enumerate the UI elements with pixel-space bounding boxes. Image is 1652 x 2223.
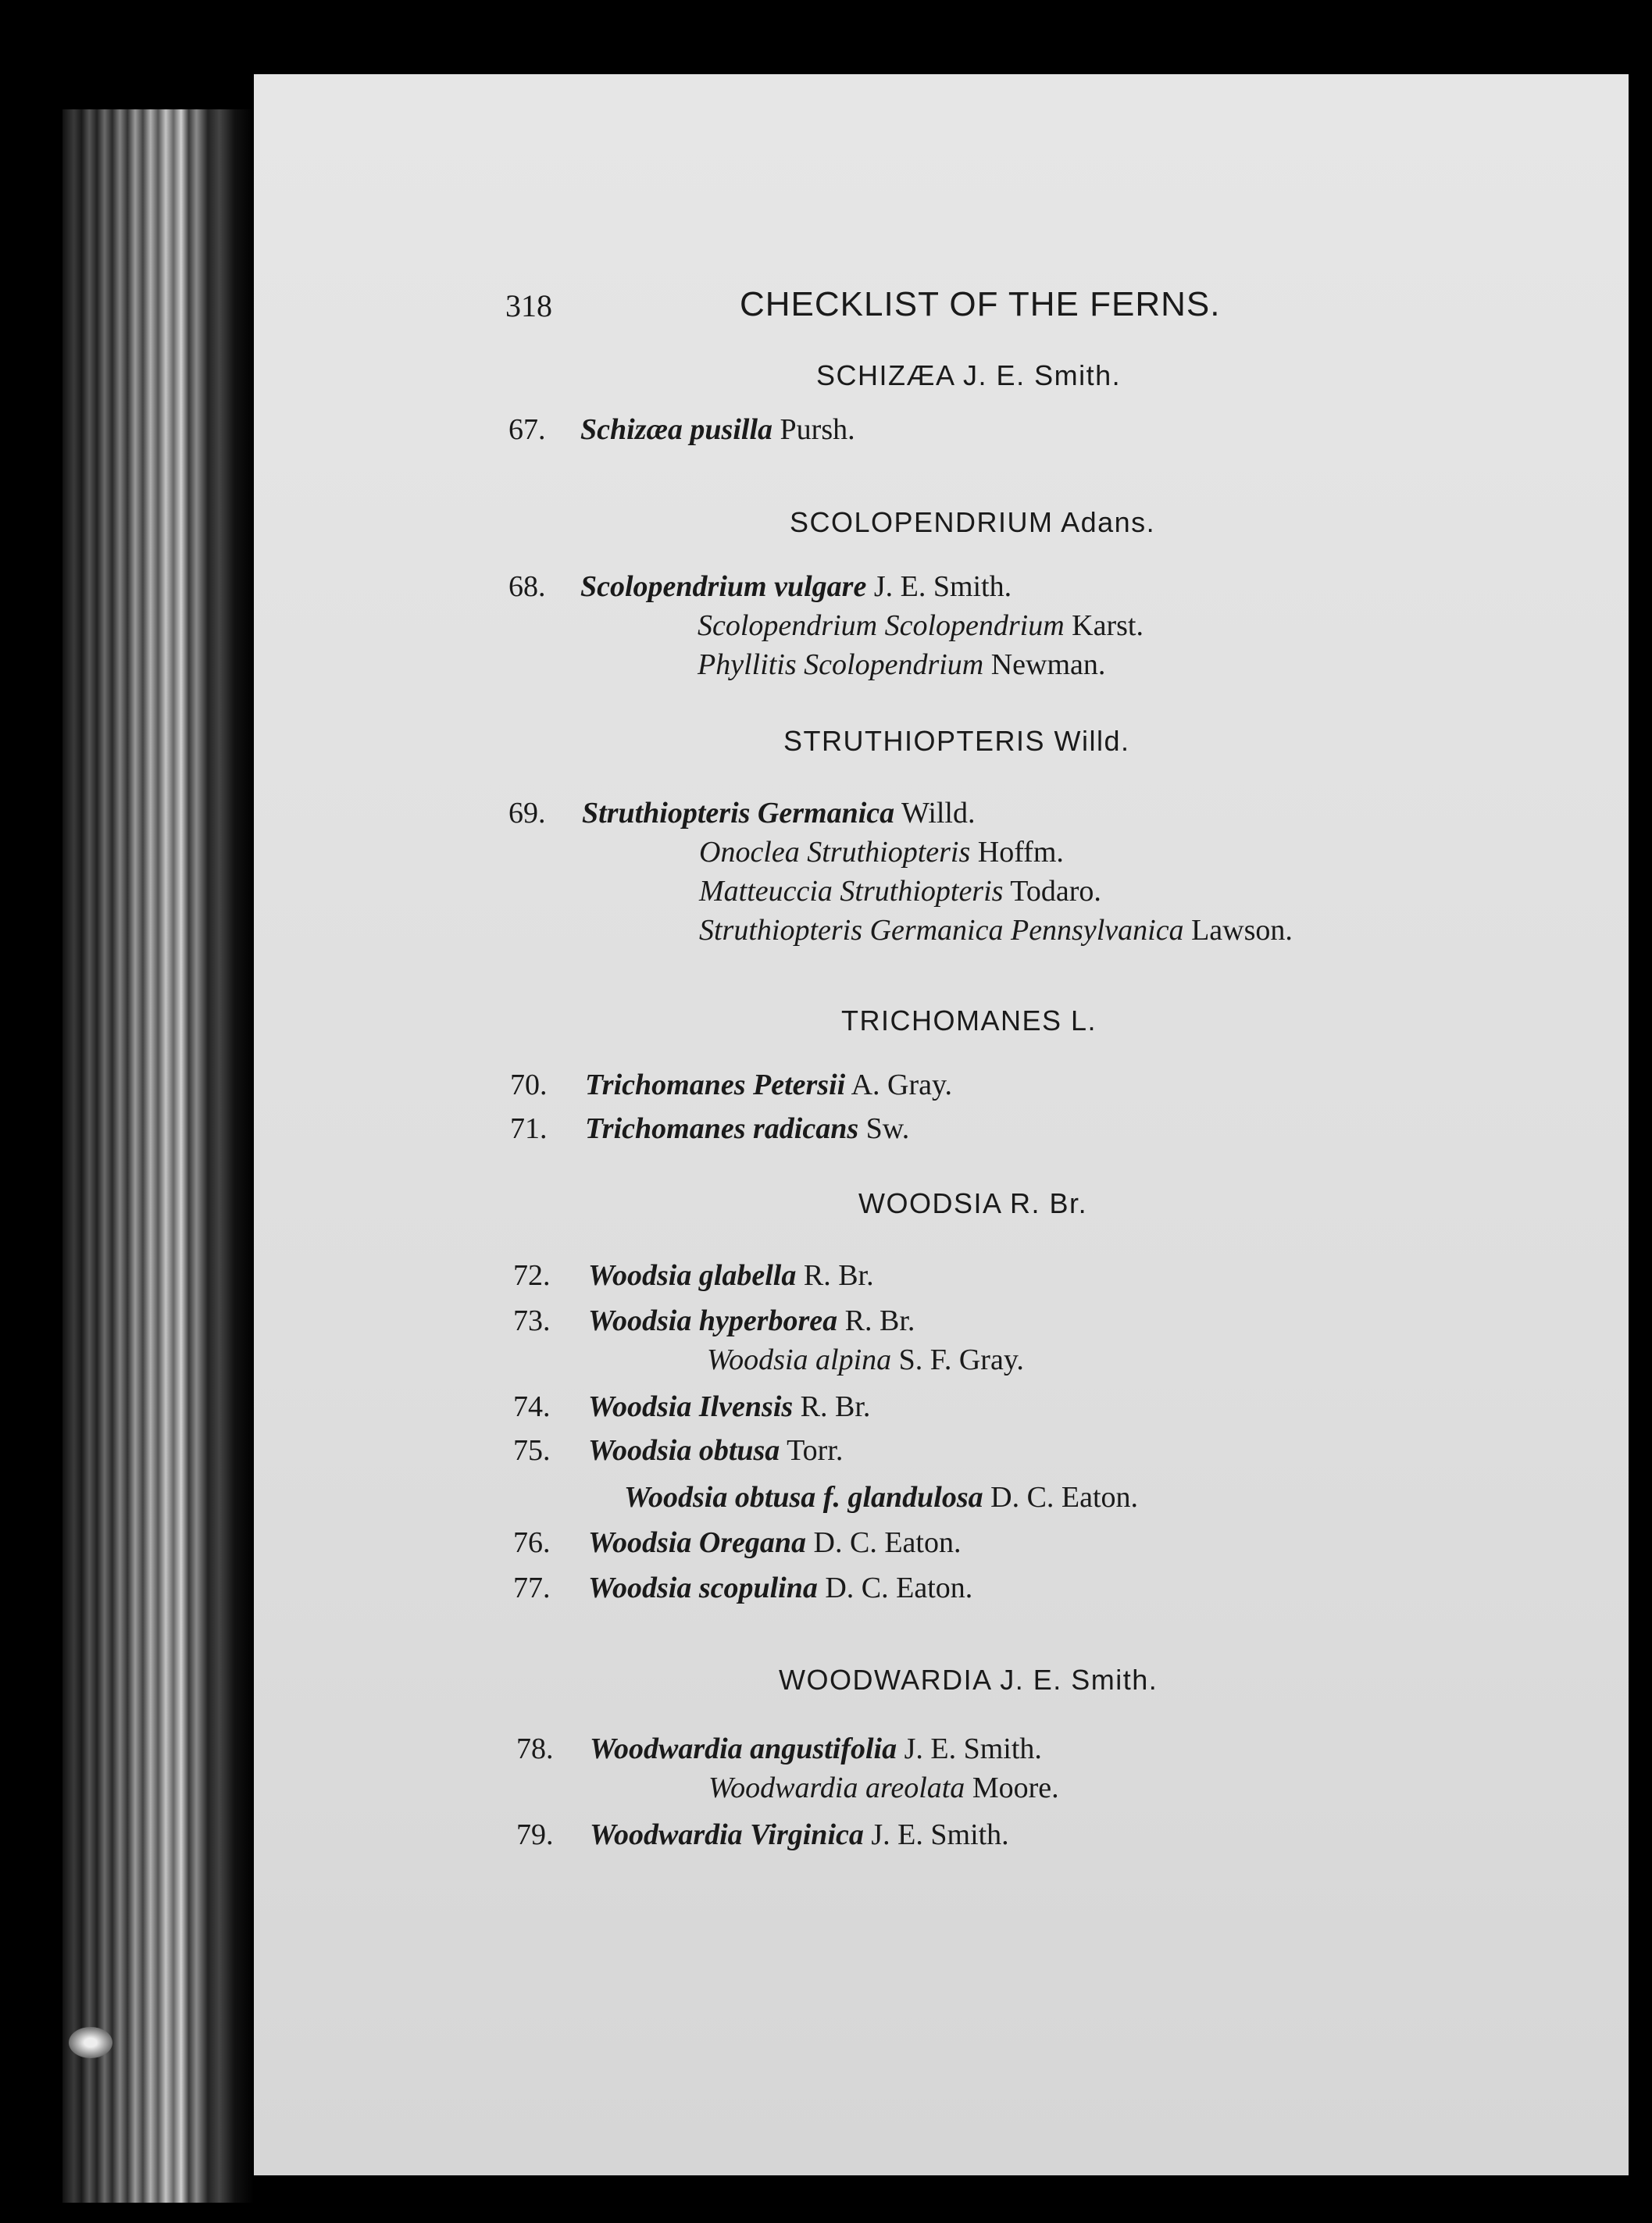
- scan-artifact: [69, 2027, 112, 2058]
- species-name: Woodsia obtusa f. glandulosa: [624, 1481, 983, 1514]
- synonym-entry: [708, 1771, 1059, 1805]
- species-author: A. Gray.: [851, 1069, 953, 1101]
- genus-heading: [858, 1186, 1087, 1221]
- entry-number: 76.: [513, 1526, 551, 1559]
- synonym-author: Newman.: [990, 648, 1106, 681]
- species-author: R. Br.: [800, 1390, 871, 1423]
- synonym-author: Todaro.: [1010, 875, 1101, 908]
- synonym-entry: [707, 1343, 1024, 1377]
- species-author: D. C. Eaton.: [825, 1572, 973, 1604]
- species-name: Struthiopteris Germanica: [582, 797, 895, 830]
- species-entry: [580, 569, 1012, 604]
- species-name: Woodsia obtusa: [588, 1434, 780, 1467]
- synonym-entry: [699, 835, 1064, 869]
- entry-number: 70.: [510, 1069, 548, 1101]
- species-author: J. E. Smith.: [873, 570, 1012, 603]
- species-entry: [588, 1258, 874, 1293]
- species-name: Scolopendrium vulgare: [580, 570, 867, 603]
- species-author: Willd.: [901, 797, 976, 830]
- species-author: J. E. Smith.: [904, 1732, 1042, 1765]
- book-binding-edge: [62, 109, 254, 2203]
- entry-number: 75.: [513, 1434, 551, 1467]
- entry-number: 74.: [513, 1390, 551, 1423]
- genus-name: TRICHOMANES: [841, 1004, 1062, 1037]
- genus-name: SCOLOPENDRIUM: [790, 506, 1054, 538]
- genus-heading: [783, 724, 1130, 758]
- synonym-author: Moore.: [972, 1772, 1059, 1804]
- synonym-name: Struthiopteris Germanica Pennsylvanica: [699, 914, 1184, 947]
- synonym-name: Woodsia alpina: [707, 1343, 892, 1376]
- species-author: J. E. Smith.: [871, 1818, 1009, 1851]
- species-name: Woodsia Oregana: [588, 1526, 807, 1559]
- entry-number: 72.: [513, 1259, 551, 1292]
- species-entry: [588, 1525, 961, 1560]
- species-entry: [585, 1068, 952, 1102]
- synonym-author: Karst.: [1072, 609, 1144, 642]
- genus-name: SCHIZÆA: [816, 359, 954, 391]
- entry-number: 79.: [516, 1818, 554, 1851]
- synonym-entry: [699, 913, 1293, 947]
- genus-author: L.: [1071, 1004, 1097, 1037]
- species-author: D. C. Eaton.: [813, 1526, 962, 1559]
- synonym-name: Phyllitis Scolopendrium: [698, 648, 984, 681]
- species-name: Trichomanes Petersii: [585, 1069, 846, 1101]
- species-name: Woodsia Ilvensis: [588, 1390, 794, 1423]
- synonym-name: Matteuccia Struthiopteris: [699, 875, 1004, 908]
- genus-author: Willd.: [1054, 725, 1130, 757]
- species-entry: [585, 1112, 909, 1146]
- genus-name: WOODWARDIA: [779, 1664, 991, 1696]
- species-author: Torr.: [787, 1434, 844, 1467]
- species-entry: [588, 1433, 843, 1468]
- species-name: Woodsia glabella: [588, 1259, 797, 1292]
- synonym-author: Hoffm.: [977, 836, 1064, 869]
- species-entry: [590, 1818, 1009, 1852]
- synonym-name: Scolopendrium Scolopendrium: [698, 609, 1065, 642]
- synonym-name: Woodwardia areolata: [708, 1772, 965, 1804]
- species-name: Woodwardia Virginica: [590, 1818, 864, 1851]
- entry-number: 67.: [508, 413, 546, 446]
- synonym-author: Lawson.: [1191, 914, 1293, 947]
- synonym-name: Onoclea Struthiopteris: [699, 836, 971, 869]
- entry-number: 78.: [516, 1732, 554, 1765]
- species-entry: [624, 1480, 1138, 1515]
- species-entry: [588, 1304, 915, 1338]
- species-entry: [582, 796, 976, 830]
- species-entry: [588, 1571, 972, 1605]
- synonym-entry: [698, 608, 1144, 643]
- entry-number: 73.: [513, 1304, 551, 1337]
- species-author: Pursh.: [780, 413, 855, 446]
- species-author: Sw.: [865, 1112, 910, 1145]
- genus-author: J. E. Smith.: [963, 359, 1122, 391]
- genus-heading: [779, 1663, 1158, 1697]
- entry-number: 77.: [513, 1572, 551, 1604]
- running-title: CHECKLIST OF THE FERNS.: [740, 285, 1221, 323]
- species-author: R. Br.: [844, 1304, 915, 1337]
- species-name: Trichomanes radicans: [585, 1112, 859, 1145]
- genus-heading: [816, 359, 1121, 393]
- genus-heading: [841, 1004, 1097, 1038]
- species-author: R. Br.: [803, 1259, 874, 1292]
- genus-name: STRUTHIOPTERIS: [783, 725, 1046, 757]
- species-entry: [590, 1732, 1042, 1766]
- genus-heading: [790, 505, 1155, 540]
- synonym-entry: [698, 648, 1105, 682]
- genus-author: Adans.: [1061, 506, 1156, 538]
- species-entry: [588, 1390, 870, 1424]
- species-name: Woodsia hyperborea: [588, 1304, 838, 1337]
- book-page: [254, 74, 1629, 2175]
- page-number: 318: [505, 288, 552, 323]
- genus-author: J. E. Smith.: [1000, 1664, 1158, 1696]
- synonym-entry: [699, 874, 1101, 908]
- genus-author: R. Br.: [1010, 1187, 1088, 1219]
- synonym-author: S. F. Gray.: [898, 1343, 1024, 1376]
- species-name: Woodsia scopulina: [588, 1572, 818, 1604]
- species-name: Woodwardia angustifolia: [590, 1732, 897, 1765]
- species-author: D. C. Eaton.: [990, 1481, 1139, 1514]
- entry-number: 69.: [508, 797, 546, 830]
- genus-name: WOODSIA: [858, 1187, 1001, 1219]
- species-entry: [580, 412, 855, 447]
- entry-number: 71.: [510, 1112, 548, 1145]
- entry-number: 68.: [508, 570, 546, 603]
- species-name: Schizæa pusilla: [580, 413, 773, 446]
